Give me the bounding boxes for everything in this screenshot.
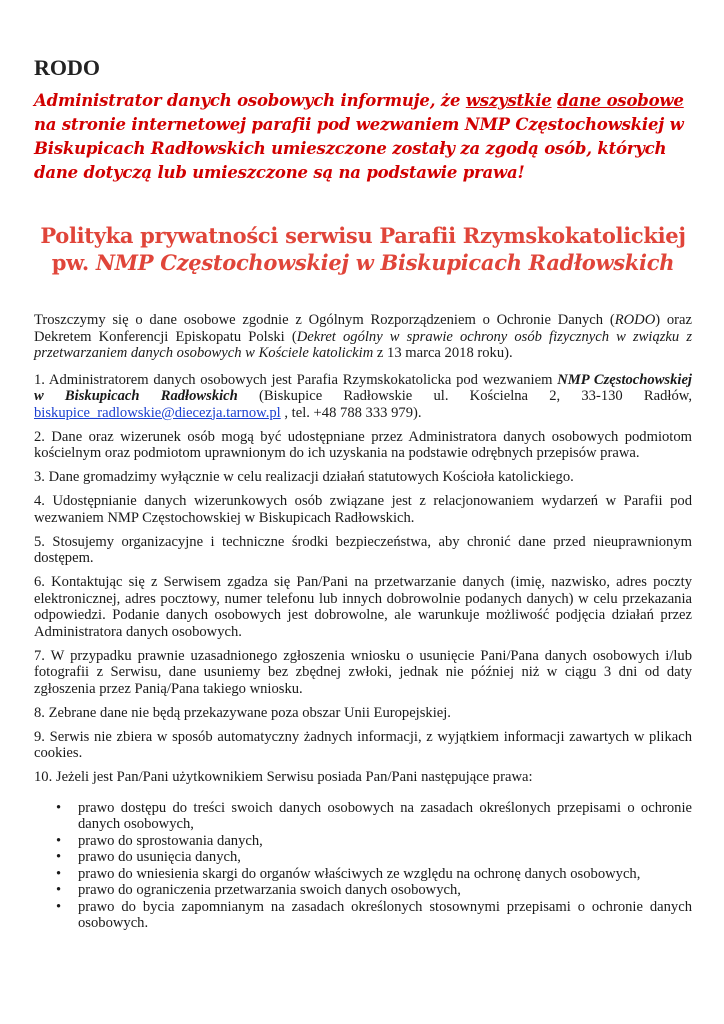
notice-underlined-personal-data: dane osobowe	[557, 91, 684, 110]
point-9: 9. Serwis nie zbiera w sposób automatyczny żadnych informacji, z wyjątkiem informacji zawartych w plikach cookies.	[34, 728, 692, 761]
policy-title-parish-name: NMP Częstochowskiej w Biskupicach Radłowskich	[95, 250, 675, 275]
intro-decree-title: Dekret ogólny w sprawie ochrony osób fizycznych w związku z przetwarzaniem danych osobowych w Kościele katolickim	[34, 328, 693, 361]
policy-title-start: Polityka prywatności serwisu Parafii Rzymskokatolickiej pw.	[40, 223, 686, 275]
point-6: 6. Kontaktując się z Serwisem zgadza się Pan/Pani na przetwarzanie danych (imię, nazwisko, adres poczty elektronicznej, adres pocztowy, numer telefonu lub innych dobrowolnie podanych danych) w celu przekazania odpowiedzi. Podanie danych osobowych jest dobrowolne, ale warunkuje możliwość podjęcia działań przez Administratora danych osobowych.	[34, 574, 692, 640]
notice-text-start: Administrator danych osobowych informuje, że	[34, 91, 466, 110]
rights-list-item	[56, 865, 692, 883]
rights-list-item	[56, 832, 692, 850]
point-4: 4. Udostępnianie danych wizerunkowych osób związane jest z relacjonowaniem wydarzeń w Parafii pod wezwaniem NMP Częstochowskiej w Biskupicach Radłowskich.	[34, 493, 692, 526]
administrator-notice	[34, 89, 692, 185]
rights-list-item	[56, 882, 692, 899]
policy-title	[34, 222, 692, 276]
rights-item-text: prawo do ograniczenia przetwarzania swoich danych osobowych,	[78, 882, 461, 898]
point-7: 7. W przypadku prawnie uzasadnionego zgłoszenia wniosku o usunięcie Pani/Pana danych osobowych i/lub fotografii z Serwisu, dane usuniemy bez zbędnej zwłoki, jednak nie później niż w ciągu 3 dni od daty zgłoszenia przez Panią/Pana takiego wniosku.	[34, 647, 692, 697]
policy-body	[34, 312, 692, 932]
notice-text-end: na stronie internetowej parafii pod wezwaniem NMP Częstochowskiej w Biskupicach Radłowskich umieszczone zostały za zgodą osób, których dane dotyczą lub umieszczone są na podstawie prawa!	[34, 115, 684, 182]
rights-list-item	[56, 799, 692, 833]
rights-item-text: prawo dostępu do treści swoich danych osobowych na zasadach określonych przepisami o ochronie danych osobowych,	[78, 799, 692, 832]
rights-item-text: prawo do bycia zapomnianym na zasadach określonych stosownymi przepisami o ochronie danych osobowych.	[78, 898, 692, 931]
rights-item-text: prawo do sprostowania danych,	[78, 832, 263, 849]
bullet-icon: •	[56, 865, 62, 882]
intro-paragraph	[34, 312, 692, 362]
contact-email-link[interactable]: biskupice_radlowskie@diecezja.tarnow.pl	[34, 404, 281, 421]
page-header: RODO	[34, 55, 100, 80]
bullet-icon: •	[56, 832, 62, 849]
point-5: 5. Stosujemy organizacyjne i techniczne środki bezpieczeństwa, aby chronić dane przed nieuprawnionym dostępem.	[34, 533, 692, 566]
intro-text-a: Troszczymy się o dane osobowe zgodnie z Ogólnym Rozporządzeniem o Ochronie Danych (	[34, 312, 615, 328]
rights-item-text: prawo do usunięcia danych,	[78, 849, 241, 865]
point-1-parish-name: NMP Częstochowskiej w Biskupicach Radłowskich	[34, 371, 692, 404]
rights-item-text: prawo do wniesienia skargi do organów właściwych ze względu na ochronę danych osobowych,	[78, 865, 641, 882]
bullet-icon: •	[56, 849, 62, 865]
intro-text-c: ) oraz Dekretem Konferencji Episkopatu Polski (	[34, 312, 692, 345]
point-1-address: (Biskupice Radłowskie ul. Kościelna 2, 33-130 Radłów,	[237, 388, 692, 404]
intro-text-e: z 13 marca 2018 roku).	[373, 345, 513, 361]
rights-list	[34, 800, 692, 932]
notice-underlined-all: wszystkie	[465, 91, 552, 110]
point-1	[34, 372, 692, 422]
point-1-text-a: 1. Administratorem danych osobowych jest Parafia Rzymskokatolicka pod wezwaniem	[34, 371, 558, 388]
rights-list-item	[56, 898, 692, 932]
bullet-icon: •	[56, 882, 62, 898]
bullet-icon: •	[56, 898, 62, 915]
point-8: 8. Zebrane dane nie będą przekazywane poza obszar Unii Europejskiej.	[34, 704, 451, 721]
point-1-phone: , tel. +48 788 333 979).	[280, 404, 422, 421]
point-3: 3. Dane gromadzimy wyłącznie w celu realizacji działań statutowych Kościoła katolickiego.	[34, 469, 574, 485]
bullet-icon: •	[56, 799, 62, 816]
point-10: 10. Jeżeli jest Pan/Pani użytkownikiem Serwisu posiada Pan/Pani następujące prawa:	[34, 769, 533, 785]
point-2: 2. Dane oraz wizerunek osób mogą być udostępniane przez Administratora danych osobowych podmiotom kościelnym oraz podmiotom uprawnionym do ich uzyskania na podstawie odrębnych przepisów prawa.	[34, 428, 692, 461]
rights-list-item	[56, 849, 692, 866]
intro-rodo-abbr: RODO	[614, 312, 656, 328]
